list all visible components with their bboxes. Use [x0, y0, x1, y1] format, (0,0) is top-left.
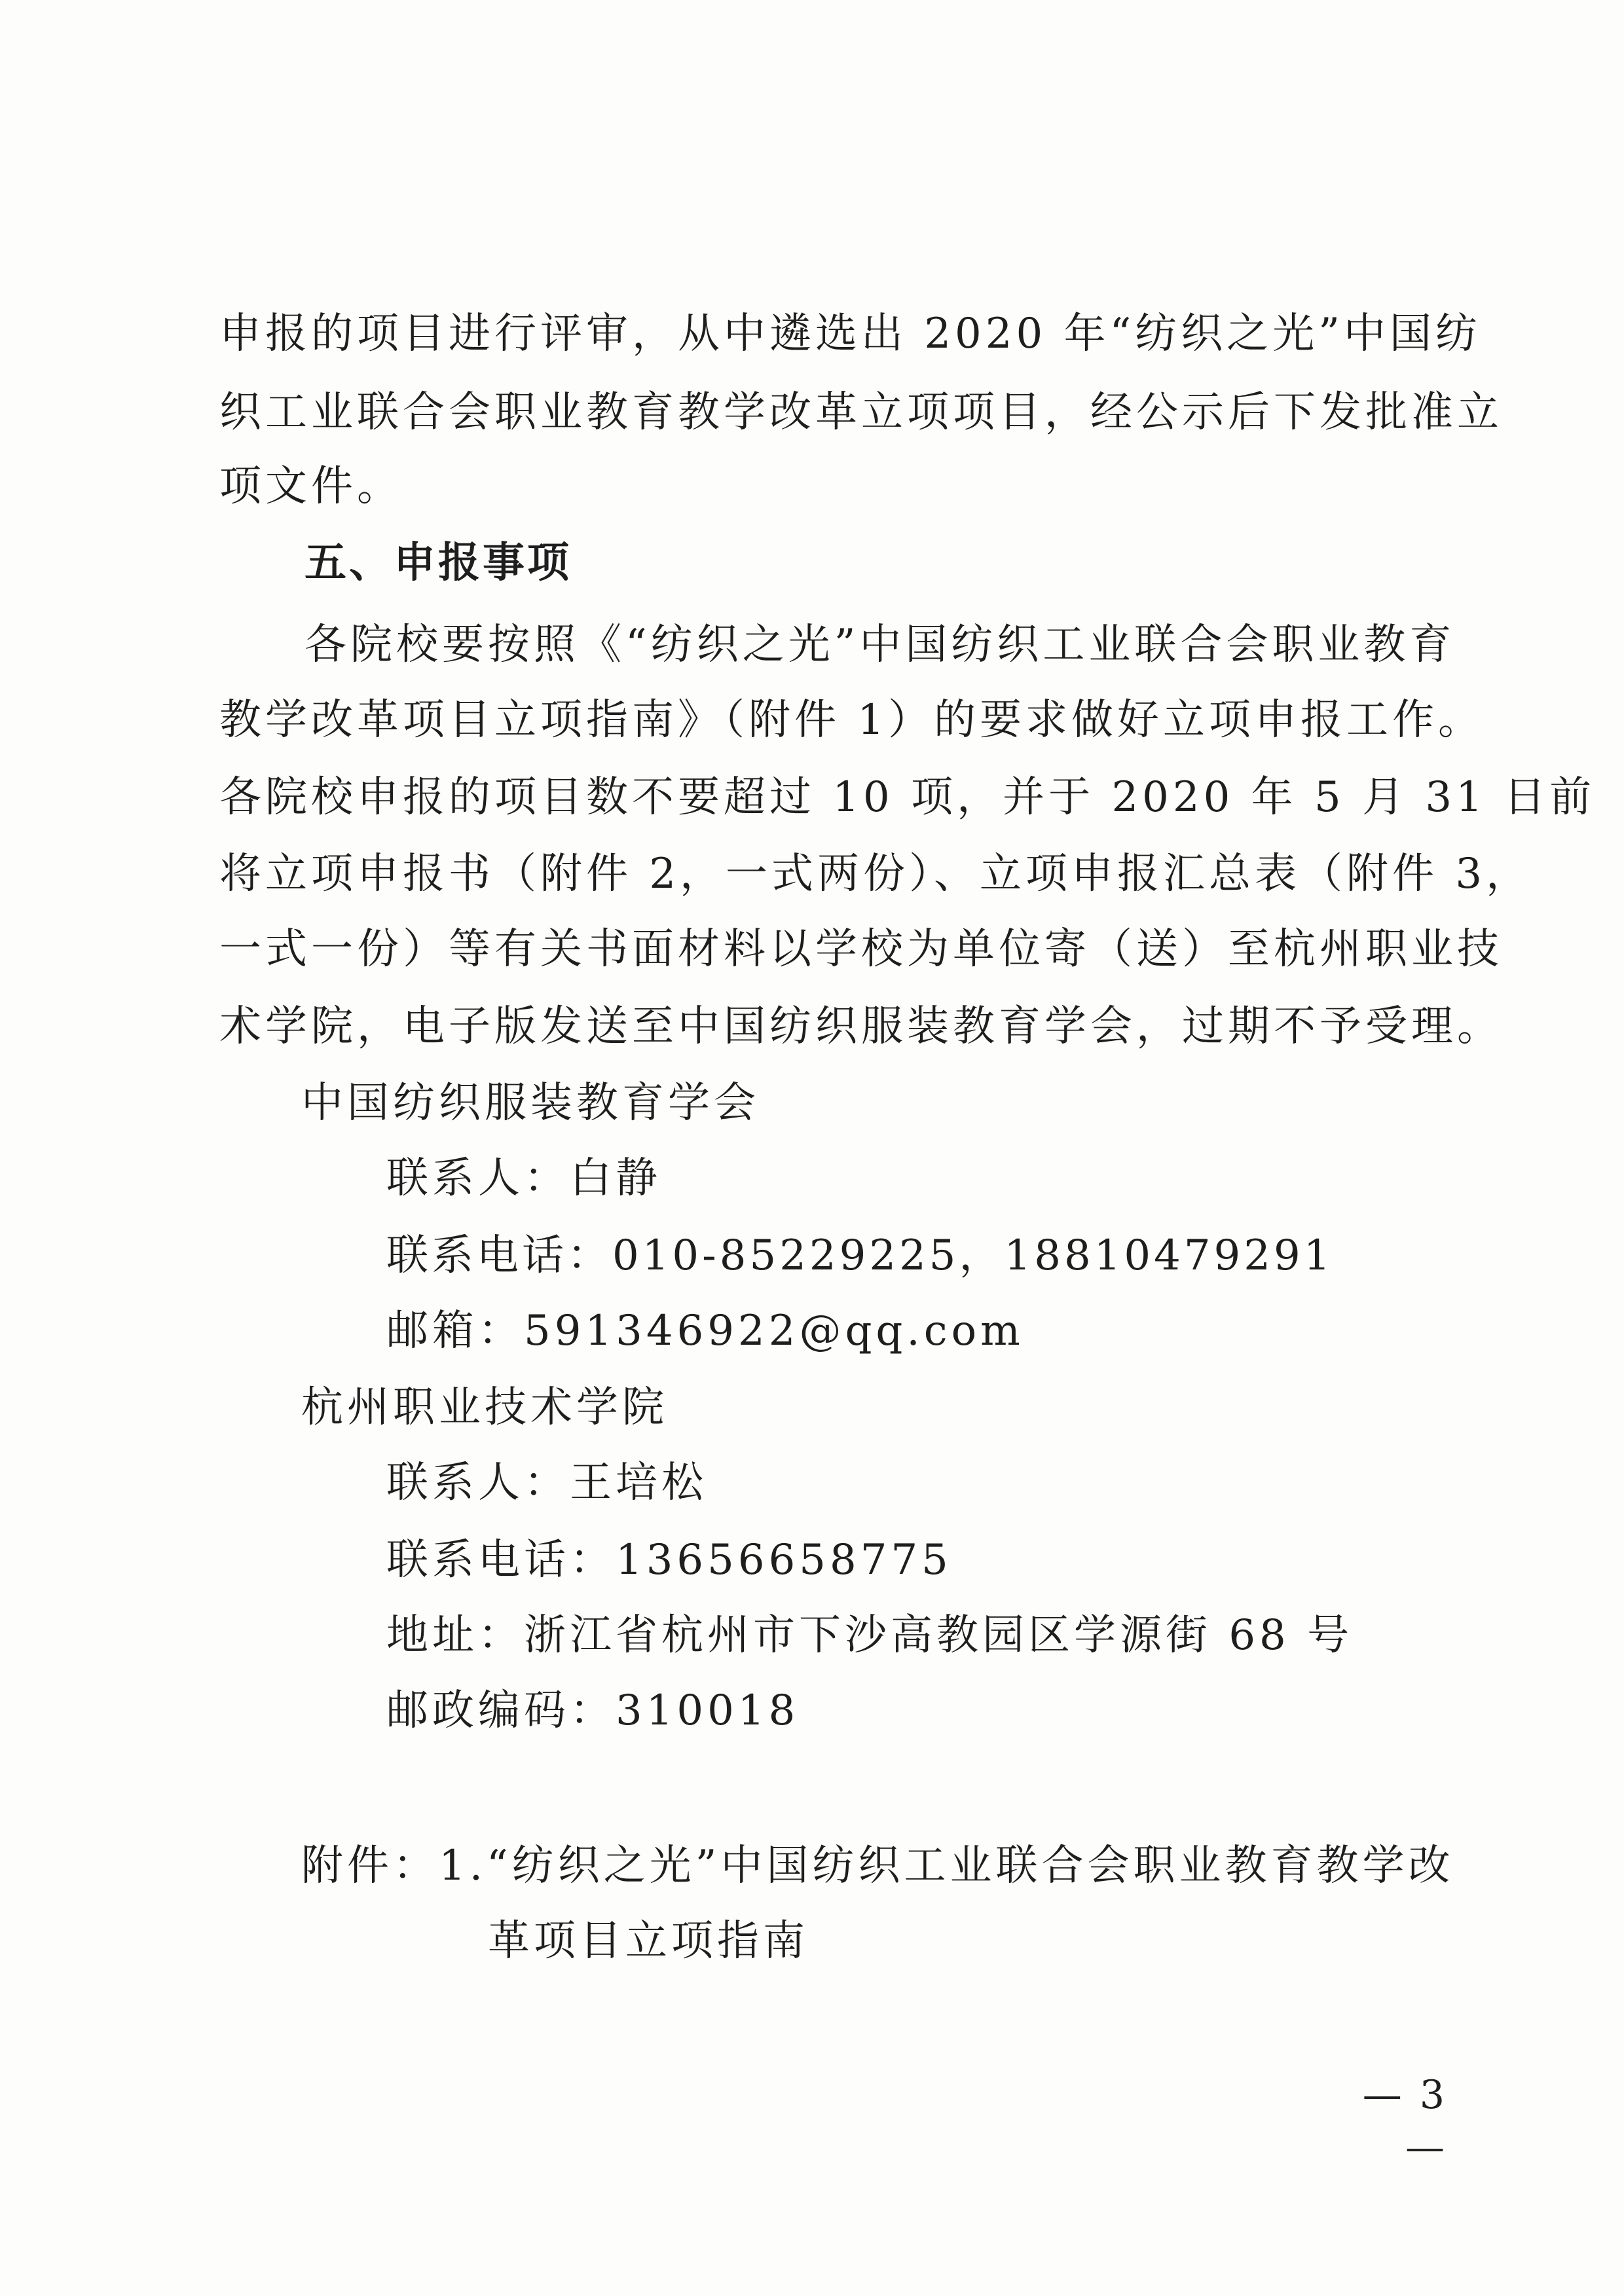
org2-address: 地址：浙江省杭州市下沙高教园区学源街 68 号 — [386, 1611, 1354, 1660]
section-line-5: 一式一份）等有关书面材料以学校为单位寄（送）至杭州职业技 — [219, 925, 1503, 974]
section-line-2: 教学改革项目立项指南》（附件 1）的要求做好立项申报工作。 — [219, 696, 1485, 744]
section-line-3: 各院校申报的项目数不要超过 10 项，并于 2020 年 5 月 31 日前 — [219, 773, 1596, 822]
review-line-3: 项文件。 — [219, 462, 403, 511]
org1-person: 联系人：白静 — [386, 1154, 661, 1203]
review-line-1: 申报的项目进行评审，从中遴选出 2020 年“纺织之光”中国纺 — [219, 310, 1481, 358]
org1-email: 邮箱：591346922@qq.com — [386, 1307, 1024, 1355]
org1-name: 中国纺织服装教育学会 — [301, 1079, 760, 1127]
section-heading: 五、申报事项 — [304, 539, 572, 587]
org2-person: 联系人：王培松 — [386, 1459, 707, 1507]
section-line-1: 各院校要按照《“纺织之光”中国纺织工业联合会职业教育 — [304, 621, 1456, 669]
org2-name: 杭州职业技术学院 — [301, 1383, 668, 1432]
org2-phone: 联系电话：13656658775 — [386, 1536, 952, 1584]
org1-phone: 联系电话：010-85229225，18810479291 — [386, 1231, 1334, 1280]
section-line-6: 术学院，电子版发送至中国纺织服装教育学会，过期不予受理。 — [219, 1002, 1503, 1051]
section-line-4: 将立项申报书（附件 2，一式两份）、立项申报汇总表（附件 3， — [219, 850, 1532, 898]
attachment-line-2: 革项目立项指南 — [488, 1917, 809, 1965]
attachment-line-1: 附件：1.“纺织之光”中国纺织工业联合会职业教育教学改 — [301, 1842, 1454, 1890]
org2-postcode: 邮政编码：310018 — [386, 1686, 800, 1735]
review-line-2: 织工业联合会职业教育教学改革立项项目，经公示后下发批准立 — [219, 388, 1503, 437]
page-number: — 3 — — [1362, 2072, 1447, 2170]
